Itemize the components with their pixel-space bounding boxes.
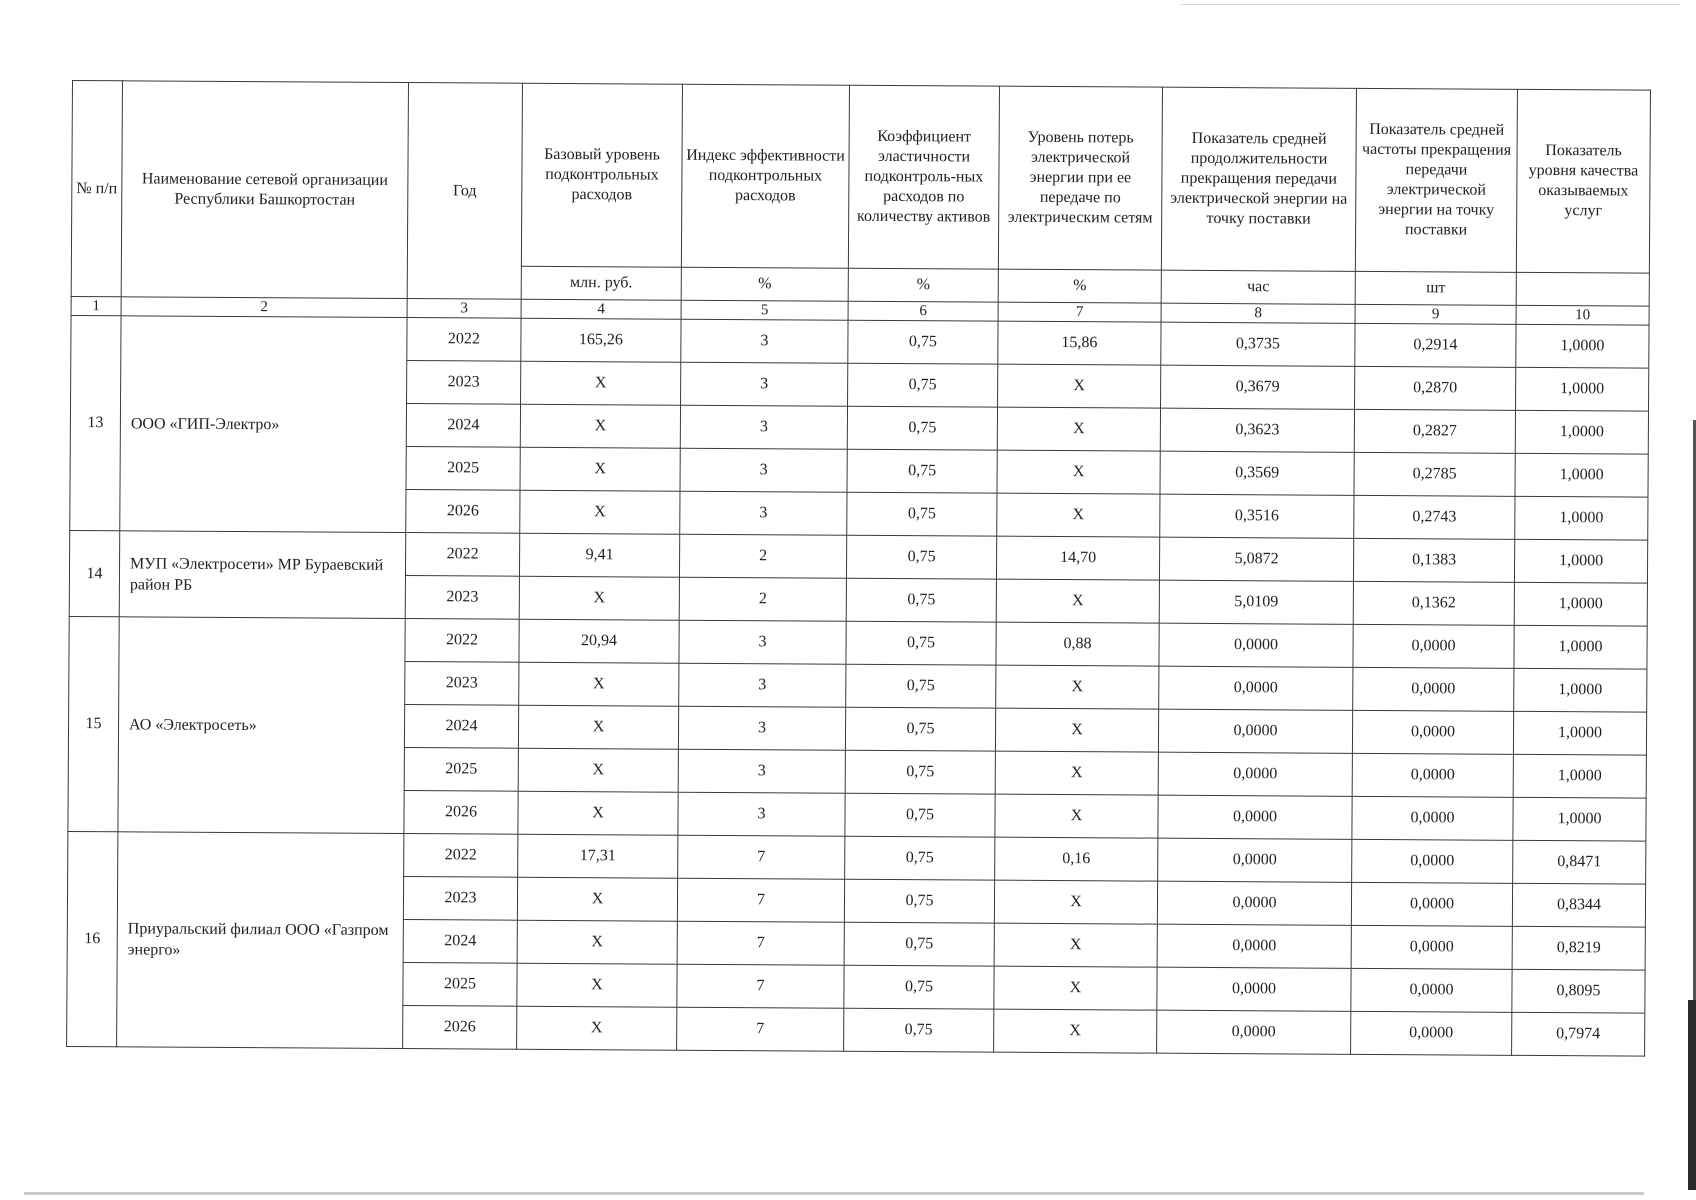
cell-losses: X: [995, 794, 1158, 838]
cell-efficiency-index: 2: [679, 577, 846, 621]
table-row: [68, 831, 1646, 884]
cell-elasticity: 0,75: [845, 707, 995, 751]
cell-losses: 15,86: [998, 321, 1161, 365]
cell-elasticity: 0,75: [845, 836, 995, 880]
cell-losses: X: [997, 407, 1160, 451]
cell-year: 2023: [405, 662, 519, 706]
cell-duration: 0,0000: [1158, 795, 1352, 839]
cell-efficiency-index: 3: [679, 620, 846, 664]
tariff-parameters-table: [66, 80, 1651, 1057]
cell-base-cost: X: [517, 1006, 677, 1050]
unit-duration: час: [1161, 270, 1355, 304]
column-number: 3: [407, 299, 521, 319]
cell-losses: 0,88: [996, 622, 1159, 666]
row-number: 13: [70, 315, 121, 530]
cell-duration: 0,0000: [1157, 967, 1351, 1011]
cell-duration: 0,0000: [1158, 838, 1352, 882]
cell-frequency: 0,0000: [1351, 882, 1512, 926]
cell-duration: 0,3516: [1160, 494, 1354, 538]
column-number: 5: [681, 300, 848, 320]
row-number: 15: [68, 616, 119, 831]
cell-efficiency-index: 3: [678, 792, 845, 836]
scan-artifact-bottom: [24, 1192, 1644, 1195]
cell-duration: 0,0000: [1159, 623, 1353, 667]
column-number: 1: [71, 296, 121, 315]
table-row: [69, 530, 1647, 583]
cell-year: 2025: [406, 447, 520, 491]
column-number: 2: [121, 297, 407, 318]
cell-losses: X: [994, 966, 1157, 1010]
cell-efficiency-index: 7: [678, 835, 845, 879]
cell-losses: X: [995, 751, 1158, 795]
header-row: [71, 81, 1650, 274]
cell-frequency: 0,0000: [1352, 796, 1513, 840]
cell-elasticity: 0,75: [844, 922, 994, 966]
unit-base-cost: млн. руб.: [521, 266, 681, 300]
cell-base-cost: 165,26: [521, 318, 681, 362]
cell-frequency: 0,0000: [1353, 624, 1514, 668]
cell-quality: 1,0000: [1516, 367, 1649, 411]
cell-efficiency-index: 7: [677, 878, 844, 922]
scan-artifact-right-edge-dark: [1688, 1000, 1696, 1190]
cell-losses: 14,70: [996, 536, 1159, 580]
cell-year: 2023: [405, 576, 519, 620]
cell-elasticity: 0,75: [844, 1008, 994, 1052]
cell-frequency: 0,1383: [1353, 538, 1514, 582]
cell-frequency: 0,0000: [1352, 710, 1513, 754]
row-number: 14: [69, 530, 120, 616]
cell-elasticity: 0,75: [845, 750, 995, 794]
cell-duration: 5,0109: [1159, 580, 1353, 624]
cell-duration: 0,0000: [1158, 709, 1352, 753]
organization-name: АО «Электросеть»: [118, 617, 405, 834]
cell-frequency: 0,0000: [1351, 968, 1512, 1012]
cell-frequency: 0,2827: [1354, 409, 1515, 453]
cell-frequency: 0,2785: [1354, 452, 1515, 496]
cell-duration: 0,0000: [1158, 752, 1352, 796]
cell-base-cost: X: [517, 920, 677, 964]
column-number: 8: [1161, 303, 1355, 323]
cell-efficiency-index: 3: [679, 663, 846, 707]
header-efficiency-index: Индекс эффективности подконтрольных расходов: [681, 84, 849, 268]
cell-elasticity: 0,75: [846, 664, 996, 708]
cell-year: 2026: [403, 1006, 517, 1050]
cell-year: 2023: [403, 877, 517, 921]
cell-duration: 0,0000: [1157, 1010, 1351, 1054]
table-row: [69, 616, 1647, 669]
cell-year: 2025: [403, 963, 517, 1007]
cell-frequency: 0,2870: [1355, 366, 1516, 410]
cell-efficiency-index: 3: [678, 706, 845, 750]
unit-frequency: шт: [1355, 271, 1516, 305]
header-num: № п/п: [71, 81, 122, 297]
cell-frequency: 0,2743: [1354, 495, 1515, 539]
cell-elasticity: 0,75: [844, 965, 994, 1009]
cell-base-cost: X: [518, 748, 678, 792]
cell-duration: 0,0000: [1157, 924, 1351, 968]
cell-elasticity: 0,75: [848, 363, 998, 407]
header-frequency: Показатель средней частоты прекращения передачи электрической энергии на точку поставки: [1355, 88, 1517, 272]
table-body: [67, 315, 1649, 1056]
cell-efficiency-index: 2: [679, 534, 846, 578]
cell-year: 2026: [406, 490, 520, 534]
cell-elasticity: 0,75: [846, 621, 996, 665]
cell-efficiency-index: 3: [681, 362, 848, 406]
row-number: 16: [67, 831, 118, 1046]
cell-frequency: 0,0000: [1352, 839, 1513, 883]
header-elasticity: Коэффициент эластичности подконтроль-ных расходов по количеству активов: [848, 85, 999, 269]
cell-base-cost: 20,94: [519, 619, 679, 663]
cell-base-cost: X: [520, 404, 680, 448]
cell-quality: 1,0000: [1513, 797, 1646, 841]
cell-elasticity: 0,75: [846, 578, 996, 622]
cell-elasticity: 0,75: [847, 449, 997, 493]
column-number: 6: [848, 301, 998, 321]
cell-quality: 1,0000: [1515, 496, 1648, 540]
cell-frequency: 0,1362: [1353, 581, 1514, 625]
cell-elasticity: 0,75: [847, 492, 997, 536]
header-losses: Уровень потерь электрической энергии при ее передаче по электрическим сетям: [998, 86, 1162, 270]
cell-year: 2022: [404, 834, 518, 878]
cell-frequency: 0,0000: [1351, 1011, 1512, 1055]
column-number: 10: [1516, 305, 1649, 325]
unit-elasticity: %: [848, 268, 998, 302]
cell-quality: 1,0000: [1514, 539, 1647, 583]
header-quality: Показатель уровня качества оказываемых услуг: [1516, 89, 1650, 273]
organization-name: МУП «Электросети» МР Бураевский район РБ: [119, 531, 406, 619]
header-base-cost: Базовый уровень подконтрольных расходов: [521, 83, 682, 267]
cell-base-cost: X: [519, 576, 679, 620]
cell-losses: 0,16: [995, 837, 1158, 881]
cell-frequency: 0,0000: [1352, 753, 1513, 797]
cell-efficiency-index: 3: [680, 491, 847, 535]
cell-duration: 0,0000: [1157, 881, 1351, 925]
cell-losses: X: [996, 579, 1159, 623]
cell-quality: 1,0000: [1515, 410, 1648, 454]
cell-losses: X: [994, 1009, 1157, 1053]
cell-quality: 1,0000: [1515, 453, 1648, 497]
cell-efficiency-index: 7: [677, 964, 844, 1008]
cell-quality: 0,8095: [1512, 969, 1645, 1013]
cell-frequency: 0,0000: [1351, 925, 1512, 969]
cell-base-cost: X: [519, 662, 679, 706]
cell-base-cost: 9,41: [519, 533, 679, 577]
cell-efficiency-index: 3: [678, 749, 845, 793]
cell-year: 2026: [404, 791, 518, 835]
cell-efficiency-index: 3: [681, 319, 848, 363]
cell-duration: 0,3735: [1161, 322, 1355, 366]
cell-elasticity: 0,75: [845, 793, 995, 837]
cell-losses: X: [998, 364, 1161, 408]
cell-elasticity: 0,75: [846, 535, 996, 579]
cell-year: 2025: [404, 748, 518, 792]
cell-base-cost: X: [517, 963, 677, 1007]
cell-quality: 0,8471: [1513, 840, 1646, 884]
cell-base-cost: X: [520, 447, 680, 491]
cell-year: 2022: [405, 619, 519, 663]
scan-artifact-top: [1180, 4, 1680, 5]
cell-base-cost: X: [521, 361, 681, 405]
unit-quality: [1516, 272, 1649, 306]
header-organization-name: Наименование сетевой организации Республики Башкортостан: [121, 81, 408, 299]
cell-losses: X: [997, 450, 1160, 494]
cell-quality: 1,0000: [1514, 668, 1647, 712]
cell-base-cost: X: [518, 791, 678, 835]
cell-year: 2024: [406, 404, 520, 448]
table-row: [71, 315, 1649, 368]
cell-quality: 1,0000: [1514, 625, 1647, 669]
cell-base-cost: X: [518, 705, 678, 749]
cell-base-cost: X: [520, 490, 680, 534]
cell-elasticity: 0,75: [848, 320, 998, 364]
cell-elasticity: 0,75: [847, 406, 997, 450]
cell-duration: 5,0872: [1159, 537, 1353, 581]
cell-year: 2024: [404, 705, 518, 749]
cell-quality: 0,8219: [1512, 926, 1645, 970]
cell-efficiency-index: 7: [677, 1007, 844, 1051]
cell-base-cost: 17,31: [518, 834, 678, 878]
cell-elasticity: 0,75: [844, 879, 994, 923]
cell-year: 2022: [405, 533, 519, 577]
cell-quality: 1,0000: [1514, 582, 1647, 626]
cell-duration: 0,3569: [1160, 451, 1354, 495]
cell-efficiency-index: 7: [677, 921, 844, 965]
cell-losses: X: [995, 708, 1158, 752]
cell-duration: 0,3679: [1161, 365, 1355, 409]
unit-losses: %: [998, 269, 1161, 303]
cell-duration: 0,0000: [1159, 666, 1353, 710]
header-year: Год: [407, 83, 522, 300]
cell-quality: 1,0000: [1513, 754, 1646, 798]
cell-year: 2024: [403, 920, 517, 964]
cell-year: 2023: [407, 361, 521, 405]
cell-frequency: 0,2914: [1355, 323, 1516, 367]
cell-quality: 0,7974: [1512, 1012, 1645, 1056]
cell-base-cost: X: [517, 877, 677, 921]
cell-duration: 0,3623: [1160, 408, 1354, 452]
cell-quality: 1,0000: [1516, 324, 1649, 368]
organization-name: Приуральский филиал ООО «Газпром энерго»: [117, 832, 404, 1049]
unit-efficiency-index: %: [681, 267, 848, 301]
organization-name: ООО «ГИП-Электро»: [120, 316, 407, 533]
column-number: 7: [998, 302, 1161, 322]
cell-losses: X: [996, 665, 1159, 709]
cell-efficiency-index: 3: [680, 405, 847, 449]
header-duration: Показатель средней продолжительности прекращения передачи электрической энергии на точку поставки: [1161, 87, 1356, 271]
cell-losses: X: [994, 880, 1157, 924]
cell-losses: X: [997, 493, 1160, 537]
column-number: 4: [521, 299, 681, 319]
cell-losses: X: [994, 923, 1157, 967]
column-number: 9: [1355, 304, 1516, 324]
cell-quality: 0,8344: [1512, 883, 1645, 927]
cell-frequency: 0,0000: [1353, 667, 1514, 711]
cell-efficiency-index: 3: [680, 448, 847, 492]
cell-year: 2022: [407, 318, 521, 362]
cell-quality: 1,0000: [1513, 711, 1646, 755]
